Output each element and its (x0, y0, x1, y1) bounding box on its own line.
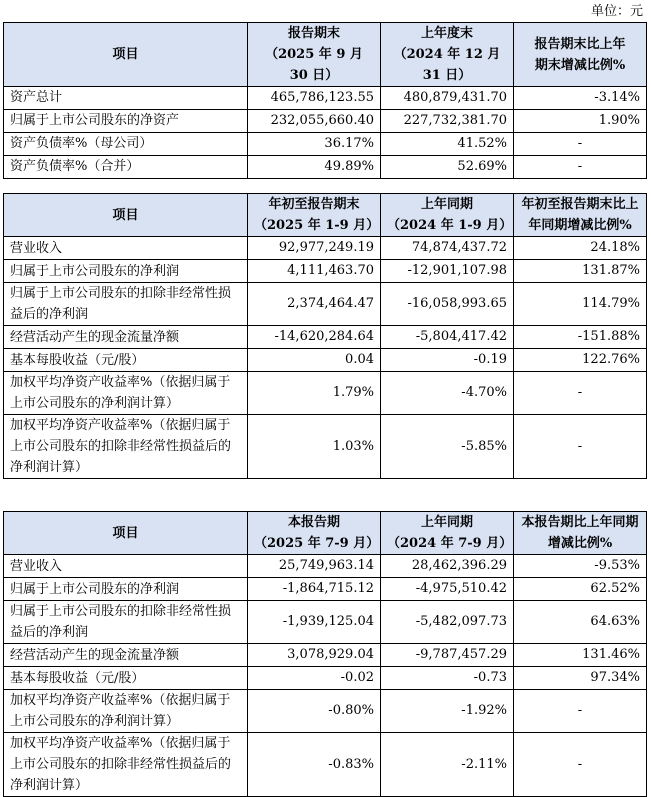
table-row (4, 326, 647, 349)
row-label: 归属于上市公司股东的净利润 (4, 578, 248, 601)
header-line: （2025 年 9 月 30 日） (265, 47, 363, 83)
table-header-row (4, 23, 647, 87)
header-line: 报告期末比上年 (534, 36, 626, 52)
row-label: 经营活动产生的现金流量净额 (4, 326, 248, 349)
table-row (4, 667, 647, 690)
cell-change: 122.76% (514, 349, 647, 372)
cell-value: -1,864,715.12 (248, 578, 381, 601)
cell-value: 25,749,963.14 (248, 555, 381, 578)
cell-value: 0.04 (248, 349, 381, 372)
cell-value: -5.85% (381, 415, 514, 479)
row-label: 资产负债率%（母公司） (4, 133, 248, 156)
cell-value: 480,879,431.70 (381, 87, 514, 110)
cell-value: 52.69% (381, 156, 514, 179)
cell-change: 131.46% (514, 644, 647, 667)
row-label: 营业收入 (4, 555, 248, 578)
table-row (4, 690, 647, 733)
cell-value: 74,874,437.72 (381, 237, 514, 260)
row-label: 基本每股收益（元/股） (4, 667, 248, 690)
header-prior-year-end (381, 23, 514, 87)
table-row (4, 601, 647, 644)
header-ytd (248, 194, 381, 237)
balance-table (3, 22, 647, 179)
header-line: 报告期末 (287, 26, 340, 41)
cell-value: -0.02 (248, 667, 381, 690)
cell-change: -3.14% (514, 87, 647, 110)
header-line: （2024 年 1-9 月） (387, 218, 513, 233)
cell-change: 97.34% (514, 667, 647, 690)
header-item: 项目 (4, 512, 248, 555)
cell-value: 4,111,463.70 (248, 260, 381, 283)
table-row (4, 372, 647, 415)
cell-value: 92,977,249.19 (248, 237, 381, 260)
cell-change: 131.87% (514, 260, 647, 283)
header-line: 期末增减比例% (534, 57, 626, 73)
cell-value: 227,732,381.70 (381, 110, 514, 133)
cell-value: -5,804,417.42 (381, 326, 514, 349)
cell-value: -12,901,107.98 (381, 260, 514, 283)
cell-value: -5,482,097.73 (381, 601, 514, 644)
row-label: 营业收入 (4, 237, 248, 260)
cell-value: 232,055,660.40 (248, 110, 381, 133)
cell-change: - (514, 415, 647, 479)
cell-value: 3,078,929.04 (248, 644, 381, 667)
cell-change: - (514, 690, 647, 733)
cell-value: 1.03% (248, 415, 381, 479)
header-line: 上年度末 (420, 26, 473, 41)
cell-change: - (514, 372, 647, 415)
cell-change: -9.53% (514, 555, 647, 578)
row-label: 加权平均净资产收益率%（依据归属于上市公司股东的净利润计算） (4, 372, 248, 415)
header-line: 本报告期 (287, 515, 340, 530)
table-row (4, 415, 647, 479)
header-line: 上年同期 (420, 197, 473, 212)
table-row (4, 555, 647, 578)
cell-change: - (514, 156, 647, 179)
row-label: 加权平均净资产收益率%（依据归属于上市公司股东的净利润计算） (4, 690, 248, 733)
cell-change: 24.18% (514, 237, 647, 260)
cell-value: -0.83% (248, 733, 381, 797)
table-row (4, 133, 647, 156)
header-change (514, 23, 647, 87)
cell-change: 1.90% (514, 110, 647, 133)
cell-value: 28,462,396.29 (381, 555, 514, 578)
cell-value: -16,058,993.65 (381, 283, 514, 326)
header-period-end (248, 23, 381, 87)
table-row (4, 260, 647, 283)
cell-value: 465,786,123.55 (248, 87, 381, 110)
row-label: 归属于上市公司股东的净利润 (4, 260, 248, 283)
header-line: 年初至报告期末 (268, 197, 360, 212)
cell-value: -0.80% (248, 690, 381, 733)
row-label: 资产总计 (4, 87, 248, 110)
table-row (4, 156, 647, 179)
cell-value: 36.17% (248, 133, 381, 156)
row-label: 加权平均净资产收益率%（依据归属于上市公司股东的扣除非经常性损益后的净利润计算） (4, 733, 248, 797)
header-change (514, 512, 647, 555)
header-line: （2025 年 7-9 月） (254, 536, 380, 551)
cell-change: 64.63% (514, 601, 647, 644)
header-prior-period (381, 512, 514, 555)
table-row (4, 110, 647, 133)
cell-value: -1.92% (381, 690, 514, 733)
cell-value: -1,939,125.04 (248, 601, 381, 644)
header-item: 项目 (4, 23, 248, 87)
cell-value: -0.73 (381, 667, 514, 690)
row-label: 归属于上市公司股东的净资产 (4, 110, 248, 133)
header-prior-period (381, 194, 514, 237)
cell-change: - (514, 733, 647, 797)
header-change (514, 194, 647, 237)
cell-value: 1.79% (248, 372, 381, 415)
quarter-table (3, 511, 647, 797)
cell-value: 2,374,464.47 (248, 283, 381, 326)
table-row (4, 349, 647, 372)
header-line: （2024 年 12 月 31 日） (393, 47, 501, 83)
header-line: （2024 年 7-9 月） (387, 536, 513, 551)
cell-change: 114.79% (514, 283, 647, 326)
header-line: 年初至报告期末比上 (521, 197, 639, 212)
header-line: 本报告期比上年同期 (521, 515, 639, 530)
table-row (4, 733, 647, 797)
header-line: 增减比例% (547, 536, 613, 551)
row-label: 经营活动产生的现金流量净额 (4, 644, 248, 667)
cell-value: -2.11% (381, 733, 514, 797)
table-row (4, 87, 647, 110)
table-header-row (4, 512, 647, 555)
row-label: 加权平均净资产收益率%（依据归属于上市公司股东的扣除非经常性损益后的净利润计算） (4, 415, 248, 479)
table-row (4, 644, 647, 667)
table-row (4, 578, 647, 601)
row-label: 归属于上市公司股东的扣除非经常性损益后的净利润 (4, 601, 248, 644)
row-label: 归属于上市公司股东的扣除非经常性损益后的净利润 (4, 283, 248, 326)
cell-change: -151.88% (514, 326, 647, 349)
header-line: 年同期增减比例% (528, 218, 632, 233)
table-row (4, 237, 647, 260)
unit-label: 单位：元 (590, 4, 643, 19)
table-row (4, 283, 647, 326)
cell-value: 49.89% (248, 156, 381, 179)
header-current-period (248, 512, 381, 555)
cell-value: -14,620,284.64 (248, 326, 381, 349)
ytd-table (3, 193, 647, 479)
cell-value: -9,787,457.29 (381, 644, 514, 667)
table-header-row (4, 194, 647, 237)
cell-change: 62.52% (514, 578, 647, 601)
cell-change: - (514, 133, 647, 156)
cell-value: -0.19 (381, 349, 514, 372)
cell-value: 41.52% (381, 133, 514, 156)
row-label: 基本每股收益（元/股） (4, 349, 248, 372)
header-item: 项目 (4, 194, 248, 237)
cell-value: -4.70% (381, 372, 514, 415)
row-label: 资产负债率%（合并） (4, 156, 248, 179)
cell-value: -4,975,510.42 (381, 578, 514, 601)
header-line: （2025 年 1-9 月） (254, 218, 380, 233)
header-line: 上年同期 (420, 515, 473, 530)
